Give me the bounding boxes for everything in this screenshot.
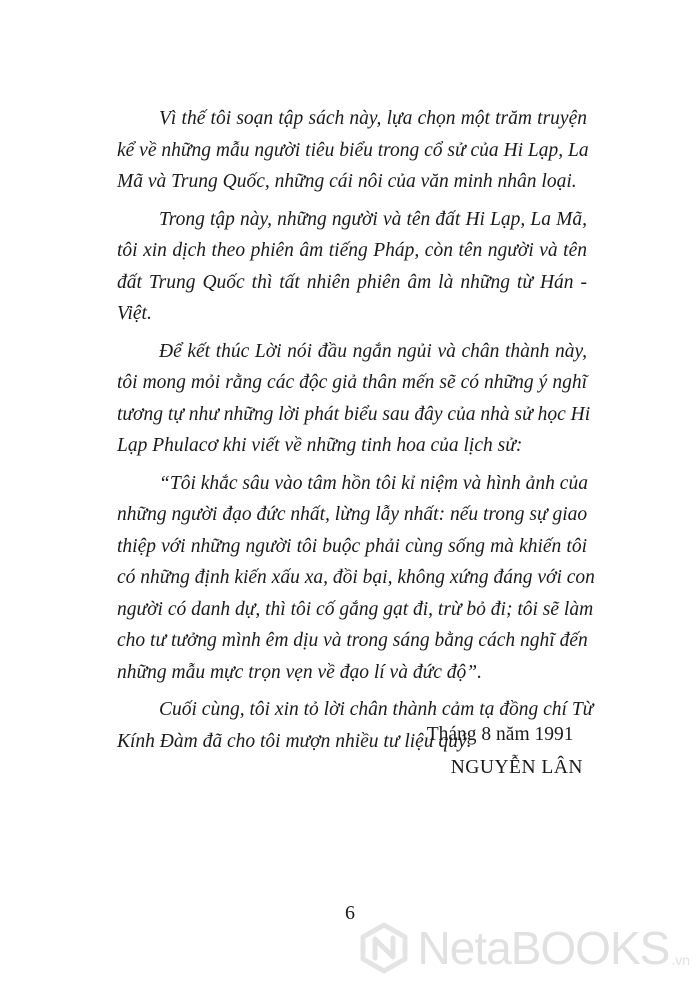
signature-author: NGUYỄN LÂN <box>450 757 583 778</box>
text-line: tương tự như những lời phát biểu sau đây của nhà sử học Hi <box>117 403 591 425</box>
paragraph <box>117 103 587 198</box>
text-line: tôi mong mỏi rằng các độc giả thân mến sẽ có những ý nghĩ <box>117 372 587 393</box>
text-line: đất Trung Quốc thì tất nhiên phiên âm là những từ Hán - <box>117 271 587 293</box>
quote-paragraph <box>117 468 595 689</box>
text-line: tôi xin dịch theo phiên âm tiếng Pháp, còn tên người và tên <box>117 240 587 261</box>
watermark-suffix: .vn <box>671 952 690 968</box>
text-line: “Tôi khắc sâu vào tâm hồn tôi kỉ niệm và hình ảnh của <box>159 472 588 494</box>
text-line: Mã và Trung Quốc, những cái nôi của văn minh nhân loại. <box>117 171 577 192</box>
text-line: người có danh dự, thì tôi cố gắng gạt đi, trừ bỏ đi; tôi sẽ làm <box>117 598 594 620</box>
text-line: Để kết thúc Lời nói đầu ngắn ngủi và chân thành này, <box>159 340 587 362</box>
signature-date: Tháng 8 năm 1991 <box>426 724 574 745</box>
text-line: cho tư tưởng mình êm dịu và trong sáng bằng cách nghĩ đến <box>117 630 588 651</box>
text-line: Trong tập này, những người và tên đất Hi Lạp, La Mã, <box>159 208 587 230</box>
netabooks-logo-icon <box>358 922 410 974</box>
text-line: thiệp với những người tôi buộc phải cùng sống mà khiến tôi <box>117 535 587 557</box>
text-line: kể về những mẫu người tiêu biểu trong cổ sử của Hi Lạp, La <box>117 139 589 161</box>
text-line: những mẫu mực trọn vẹn về đạo lí và đức độ”. <box>117 661 482 683</box>
text-line: Việt. <box>117 303 152 324</box>
text-line: những người đạo đức nhất, lừng lẫy nhất: nếu trong sự giao <box>117 504 588 525</box>
watermark-text: NetaBOOKS <box>417 922 670 974</box>
body-text <box>117 103 595 763</box>
text-line: Vì thế tôi soạn tập sách này, lựa chọn một trăm truyện <box>159 108 587 129</box>
page-number: 6 <box>345 902 355 924</box>
text-line: có những định kiến xấu xa, đồi bại, không xứng đáng với con <box>117 567 595 588</box>
text-line: Cuối cùng, tôi xin tỏ lời chân thành cảm tạ đồng chí Từ <box>159 699 594 720</box>
paragraph <box>117 204 587 330</box>
signature-block <box>427 718 583 784</box>
text-line: Kính Đàm đã cho tôi mượn nhiều tư liệu quý. <box>117 730 472 752</box>
text-line: Lạp Phulacơ khi viết về những tinh hoa của lịch sử: <box>117 435 523 456</box>
watermark <box>358 918 690 978</box>
paragraph <box>117 336 591 462</box>
